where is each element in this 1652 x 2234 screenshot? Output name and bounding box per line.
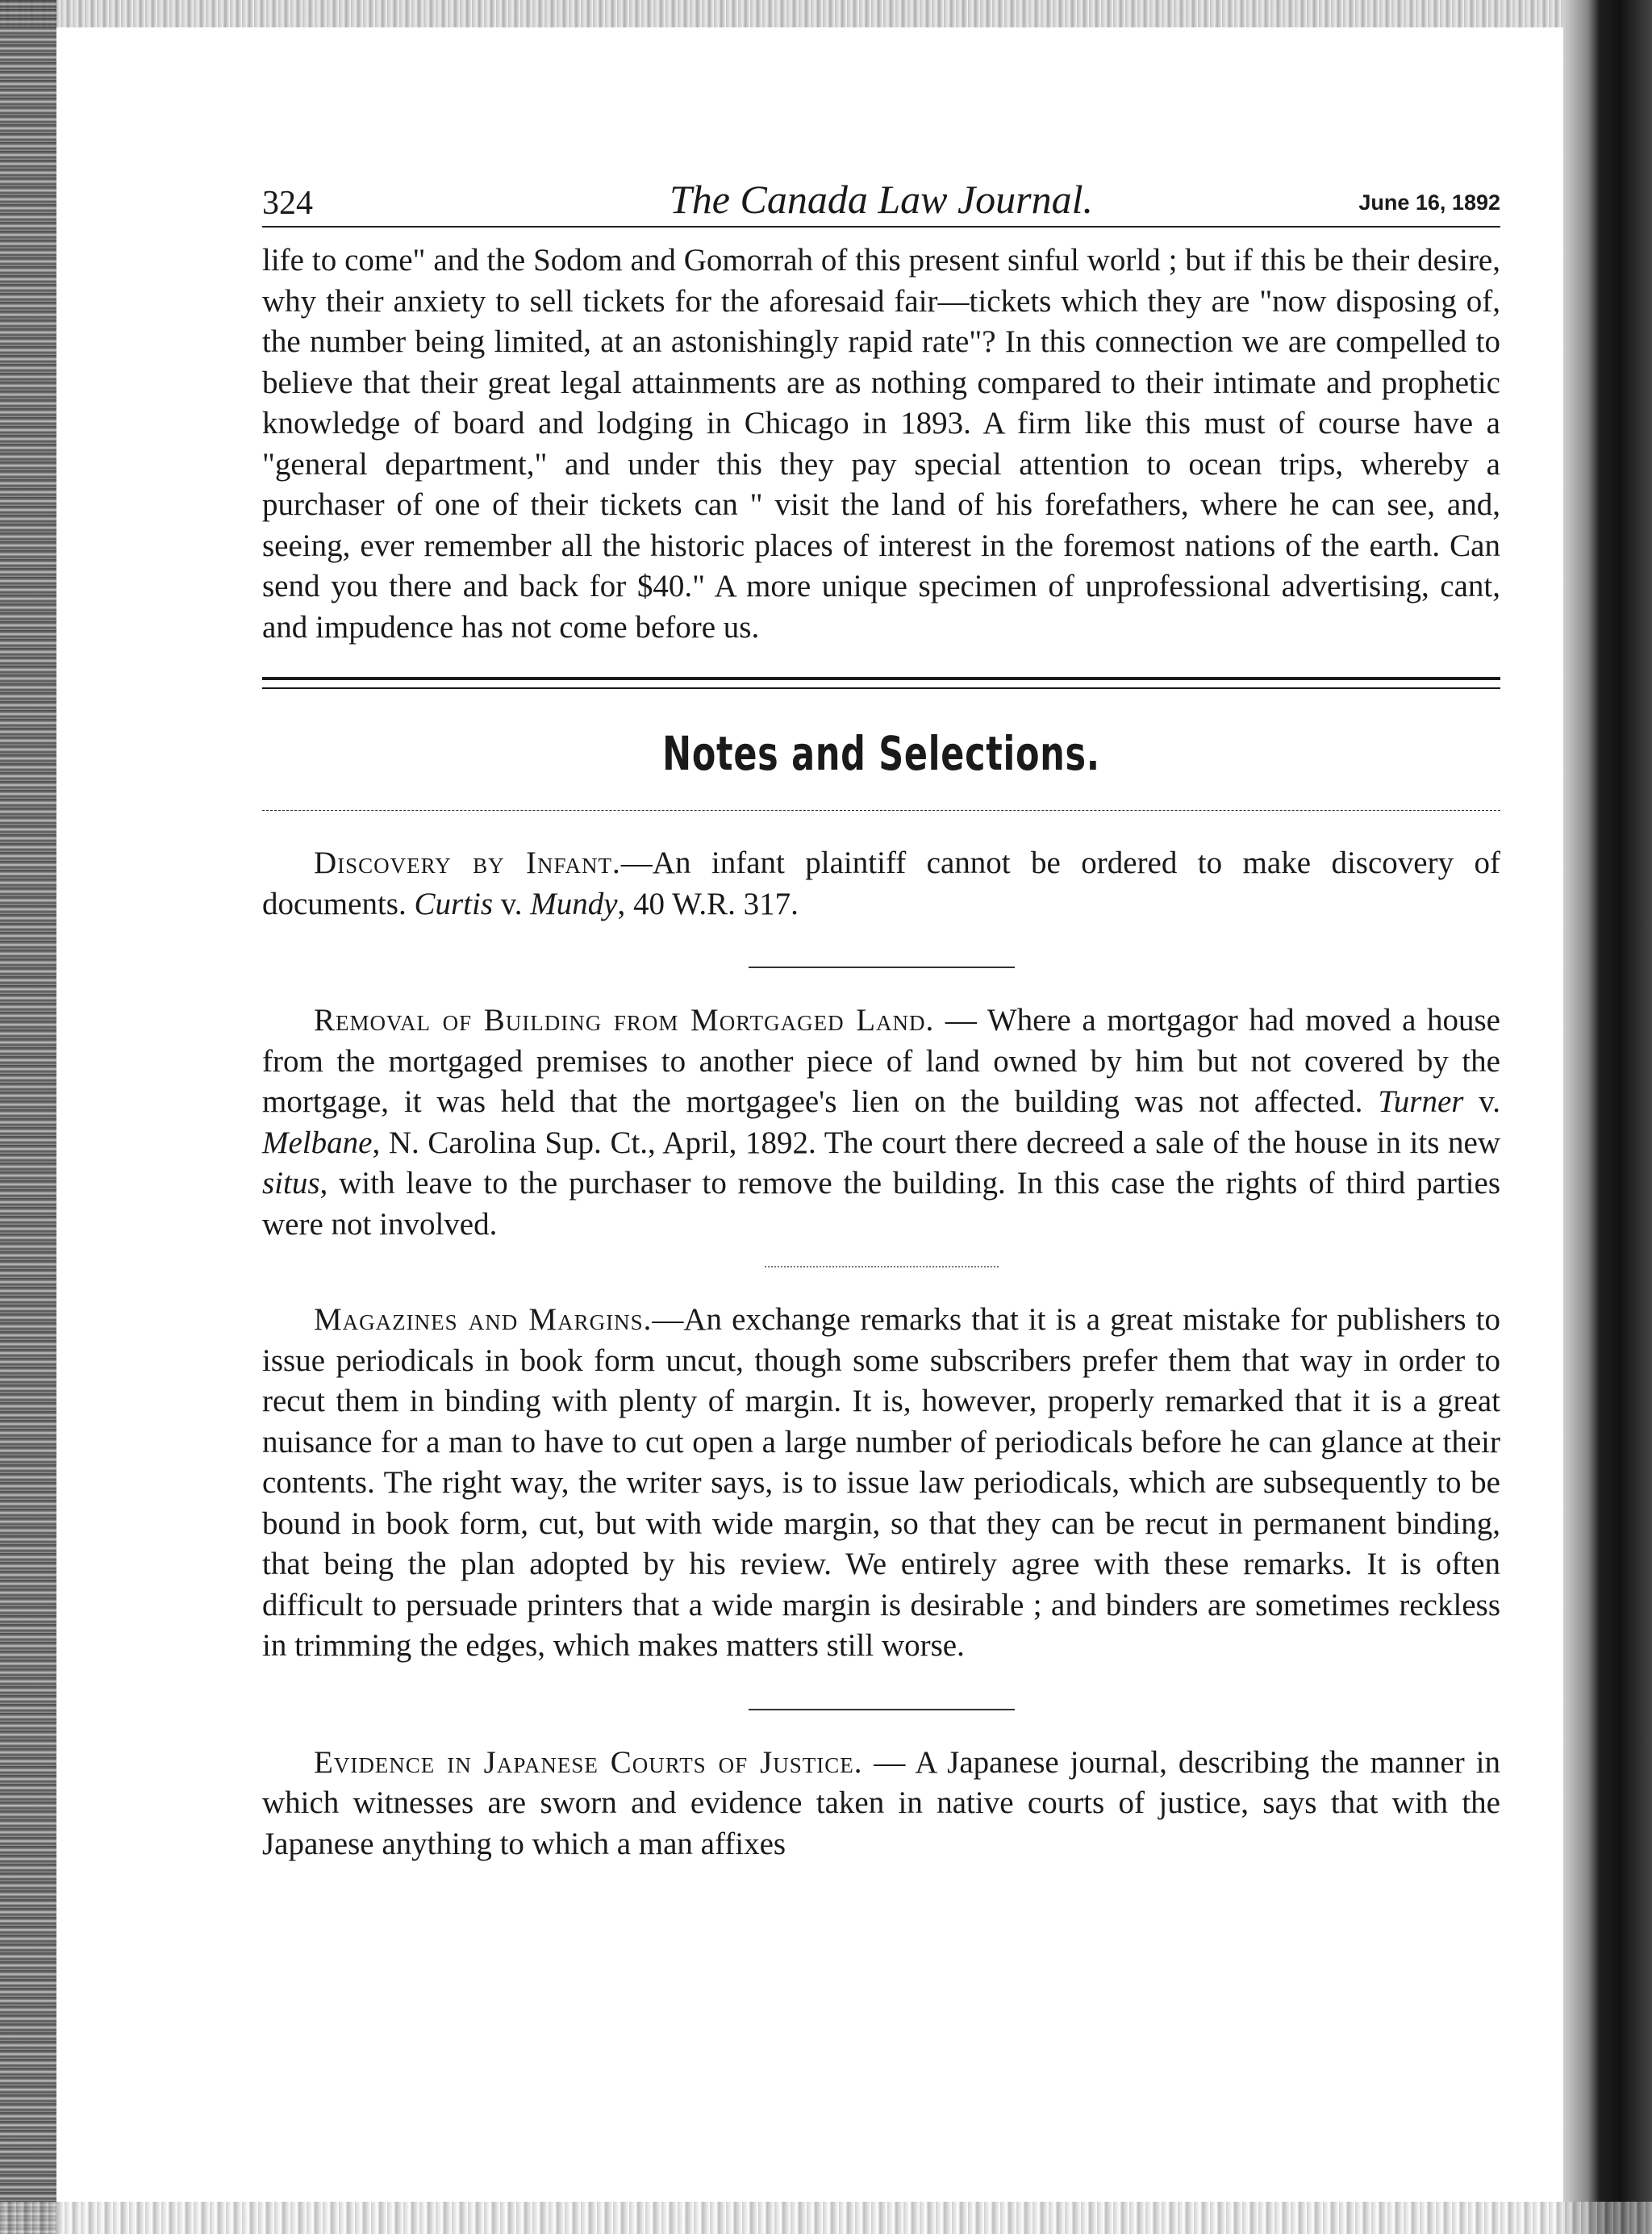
- case-party: Turner: [1378, 1084, 1464, 1119]
- section-divider: [262, 677, 1500, 689]
- case-versus: v.: [493, 886, 531, 921]
- case-citation: , N. Carolina Sup. Ct., April, 1892. The court there decreed a sale of the house in its new: [372, 1125, 1500, 1160]
- scan-edge-left: [0, 0, 56, 2234]
- note-title: Evidence in Japanese Courts of Justice.: [314, 1744, 863, 1780]
- situs-term: situs: [262, 1166, 320, 1201]
- note-magazines-and-margins: [262, 1300, 1500, 1667]
- note-separator: [749, 1709, 1015, 1710]
- note-title: Discovery by Infant.: [314, 846, 621, 880]
- continuation-paragraph: life to come" and the Sodom and Gomorrah of this present sinful world ; but if this be their desire, why their anxiety to sell tickets for the aforesaid fair—tickets which they are "now disposing of, the number being limited, at an astonishingly rapid rate"? In this connection we are compelled to believe that their great legal attainments are as nothing compared to their intimate and prophetic knowledge of board and lodging in Chicago in 1893. A firm like this must of course have a "general department," and under this they pay special attention to ocean trips, whereby a purchaser of one of their tickets can " visit the land of his forefathers, where he can see, and, seeing, ever remember all the historic places of interest in the foremost nations of the earth. Can send you there and back for $40." A more unique specimen of unprofessional advertising, cant, and impudence has not come before us.: [262, 243, 1500, 645]
- case-party: Melbane: [262, 1125, 373, 1160]
- note-body: —An infant plaintiff cannot be ordered to make discovery of documents.: [262, 846, 1500, 921]
- journal-page: [262, 169, 1500, 1864]
- journal-title: The Canada Law Journal.: [669, 177, 1094, 222]
- case-versus: v.: [1463, 1084, 1500, 1119]
- running-head: [262, 169, 1500, 228]
- note-body-tail: , with leave to the purchaser to remove the building. In this case the rights of third parties were not involved.: [262, 1166, 1500, 1242]
- note-discovery-by-infant: [262, 843, 1500, 925]
- note-title: Removal of Building from Mortgaged Land.: [314, 1003, 935, 1038]
- note-paragraph: [262, 843, 1500, 925]
- case-citation: , 40 W.R. 317.: [617, 886, 799, 921]
- note-japanese-evidence: [262, 1743, 1500, 1865]
- section-heading: Notes and Selections.: [662, 726, 1100, 781]
- note-body: — A Japanese journal, describing the manner in which witnesses are sworn and evidence taken in native courts of justice, says that with the Japanese anything to which a man affixes: [262, 1744, 1500, 1861]
- scan-edge-right: [1563, 0, 1652, 2234]
- note-paragraph: [262, 1743, 1500, 1865]
- heading-rule: [262, 810, 1500, 811]
- case-party: Mundy: [530, 886, 618, 921]
- note-separator: [749, 967, 1015, 968]
- note-body: —An exchange remarks that it is a great mistake for publishers to issue periodicals in book form uncut, though some subscribers prefer them that way in order to recut them in binding with plenty of margin. It is, however, properly remarked that it is a great nuisance for a man to have to cut open a large number of periodicals before he can glance at their contents. The right way, the writer says, is to issue law periodicals, which are subsequently to be bound in book form, cut, but with wide margin, so that they can be recut in permanent binding, that being the plan adopted by his review. We entirely agree with these remarks. It is often difficult to persuade printers that a wide margin is desirable ; and binders are sometimes reckless in trimming the edges, which makes matters still worse.: [262, 1302, 1500, 1663]
- page-number: 324: [262, 185, 313, 222]
- note-removal-of-building: [262, 1000, 1500, 1245]
- note-title: Magazines and Margins.: [314, 1302, 653, 1337]
- note-separator: [765, 1266, 999, 1267]
- scan-edge-top: [0, 0, 1652, 27]
- note-paragraph: [262, 1300, 1500, 1667]
- note-paragraph: [262, 1000, 1500, 1245]
- case-party: Curtis: [414, 886, 494, 921]
- scan-edge-bottom: [0, 2202, 1652, 2234]
- issue-date: June 16, 1892: [1358, 190, 1500, 215]
- note-body: — Where a mortgagor had moved a house from the mortgaged premises to another piece of land owned by him but not covered by the mortgage, it was held that the mortgagee's lien on the building was not affected.: [262, 1003, 1500, 1119]
